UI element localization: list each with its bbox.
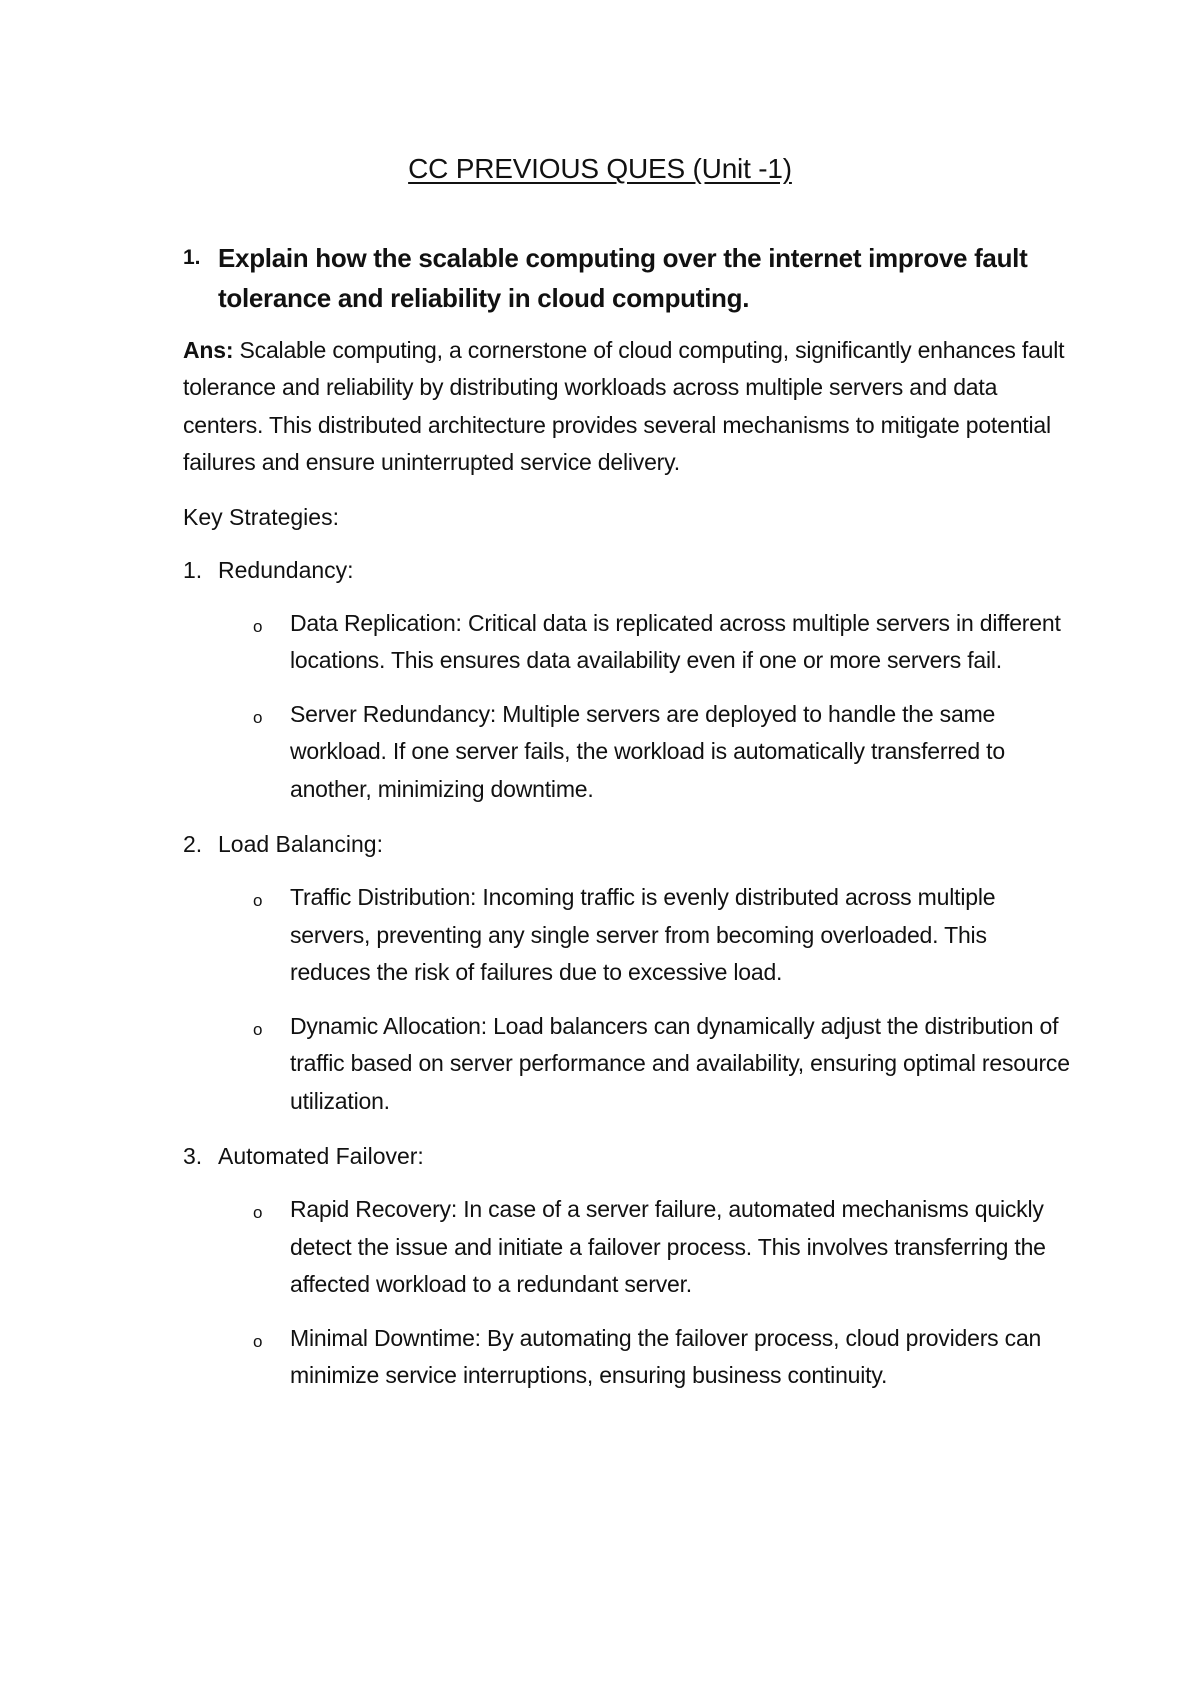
strategy-item — [183, 827, 1070, 861]
bullet-text: Dynamic Allocation: Load balancers can dynamically adjust the distribution of traffic based on server performance and availability, ensuring optimal resource utilization. — [290, 1012, 1070, 1114]
bullet-marker: o — [253, 1203, 263, 1223]
bullet-text: Minimal Downtime: By automating the failover process, cloud providers can minimize service interruptions, ensuring business continuity. — [290, 1324, 1042, 1389]
bullet-text: Traffic Distribution: Incoming traffic is evenly distributed across multiple servers, preventing any single server from becoming overloaded. This reduces the risk of failures due to excessive load. — [290, 884, 996, 986]
strategy-number: 2. — [183, 831, 203, 858]
strategy-title: Load Balancing: — [218, 831, 383, 858]
bullet-text: Server Redundancy: Multiple servers are deployed to handle the same workload. If one server fails, the workload is automatically transferred to another, minimizing downtime. — [290, 700, 1005, 802]
answer-label: Ans: — [183, 336, 234, 363]
bullet-text: Data Replication: Critical data is replicated across multiple servers in different locations. This ensures data availability even if one or more servers fail. — [290, 609, 1061, 674]
question-text: Explain how the scalable computing over the internet improve fault tolerance and reliability in cloud computing. — [218, 242, 1028, 313]
bullet-item — [253, 1191, 1070, 1304]
strategy-item — [183, 1139, 1070, 1173]
question-number: 1. — [183, 245, 201, 269]
bullet-text: Rapid Recovery: In case of a server failure, automated mechanisms quickly detect the issue and initiate a failover process. This involves transferring the affected workload to a redundant server. — [290, 1196, 1046, 1298]
bullet-item — [253, 605, 1070, 680]
bullet-item — [253, 696, 1070, 809]
bullet-marker: o — [253, 616, 263, 636]
strategy-number: 3. — [183, 1143, 203, 1170]
strategy-item — [183, 553, 1070, 587]
answer-paragraph — [183, 332, 1070, 482]
bullet-item — [253, 1008, 1070, 1121]
bullet-marker: o — [253, 1331, 263, 1351]
bullet-marker: o — [253, 707, 263, 727]
key-strategies-heading: Key Strategies: — [183, 503, 339, 530]
strategy-number: 1. — [183, 556, 203, 583]
bullet-item — [253, 879, 1070, 992]
answer-text: Scalable computing, a cornerstone of cloud computing, significantly enhances fault tolerance and reliability by distributing workloads across multiple servers and data centers. This distributed architecture provides several mechanisms to mitigate potential failures and ensure uninterrupted service delivery. — [183, 336, 1065, 476]
strategy-title: Redundancy: — [218, 556, 354, 583]
bullet-marker: o — [253, 891, 263, 911]
bullet-item — [253, 1320, 1070, 1395]
bullet-marker: o — [253, 1019, 263, 1039]
page-title: CC PREVIOUS QUES (Unit -1) — [408, 153, 792, 184]
strategy-title: Automated Failover: — [218, 1143, 424, 1170]
question-1 — [183, 238, 1070, 318]
